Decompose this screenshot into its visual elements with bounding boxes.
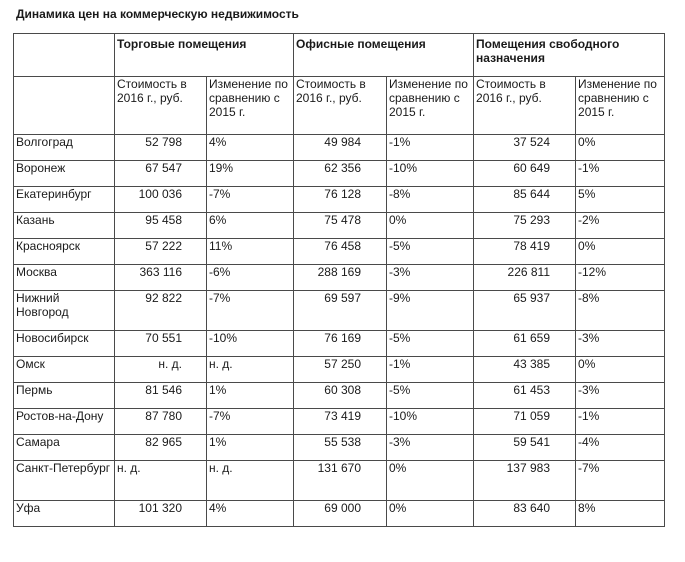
retail-change-cell: 11% [207, 239, 294, 265]
retail-cost-cell: 100 036 [115, 187, 207, 213]
retail-change-cell: 1% [207, 383, 294, 409]
retail-change-cell: 19% [207, 161, 294, 187]
table-row [14, 331, 665, 357]
city-cell: Москва [14, 265, 115, 291]
sub-header-empty [14, 77, 115, 135]
retail-change-cell: 1% [207, 435, 294, 461]
group-header-office: Офисные помещения [294, 34, 474, 77]
retail-change-cell: -7% [207, 409, 294, 435]
sub-header-free-cost: Стоимость в 2016 г., руб. [474, 77, 576, 135]
free-cost-cell: 83 640 [474, 501, 576, 527]
office-change-cell: -8% [387, 187, 474, 213]
free-change-cell: -7% [576, 461, 665, 501]
retail-change-cell: 4% [207, 501, 294, 527]
retail-cost-cell: 81 546 [115, 383, 207, 409]
group-header-free: Помещения свободного назначения [474, 34, 665, 77]
office-cost-cell: 76 128 [294, 187, 387, 213]
table-row [14, 409, 665, 435]
office-cost-cell: 62 356 [294, 161, 387, 187]
retail-change-cell: -6% [207, 265, 294, 291]
sub-header-retail-cost: Стоимость в 2016 г., руб. [115, 77, 207, 135]
retail-change-cell: -7% [207, 291, 294, 331]
free-cost-cell: 78 419 [474, 239, 576, 265]
city-cell: Новосибирск [14, 331, 115, 357]
city-cell: Красноярск [14, 239, 115, 265]
office-change-cell: -9% [387, 291, 474, 331]
retail-change-cell: -10% [207, 331, 294, 357]
table-row [14, 383, 665, 409]
office-cost-cell: 76 458 [294, 239, 387, 265]
free-cost-cell: 85 644 [474, 187, 576, 213]
free-change-cell: -2% [576, 213, 665, 239]
office-cost-cell: 60 308 [294, 383, 387, 409]
free-cost-cell: 59 541 [474, 435, 576, 461]
office-change-cell: -5% [387, 239, 474, 265]
table-row [14, 357, 665, 383]
office-cost-cell: 288 169 [294, 265, 387, 291]
free-cost-cell: 75 293 [474, 213, 576, 239]
retail-change-cell: -7% [207, 187, 294, 213]
free-change-cell: 0% [576, 135, 665, 161]
table-row [14, 291, 665, 331]
retail-change-cell: н. д. [207, 357, 294, 383]
corner-cell [14, 34, 115, 77]
free-cost-cell: 43 385 [474, 357, 576, 383]
retail-cost-cell: 82 965 [115, 435, 207, 461]
free-change-cell: 0% [576, 239, 665, 265]
free-cost-cell: 37 524 [474, 135, 576, 161]
free-cost-cell: 61 453 [474, 383, 576, 409]
retail-cost-cell: 70 551 [115, 331, 207, 357]
group-header-retail: Торговые помещения [115, 34, 294, 77]
free-cost-cell: 226 811 [474, 265, 576, 291]
table-row [14, 461, 665, 501]
office-cost-cell: 57 250 [294, 357, 387, 383]
table-row [14, 213, 665, 239]
office-change-cell: -10% [387, 409, 474, 435]
price-table [13, 33, 665, 527]
table-row [14, 239, 665, 265]
sub-header-office-change: Изменение по сравнению с 2015 г. [387, 77, 474, 135]
office-change-cell: 0% [387, 213, 474, 239]
sub-header-row [14, 77, 665, 135]
table-row [14, 135, 665, 161]
free-change-cell: -12% [576, 265, 665, 291]
free-cost-cell: 65 937 [474, 291, 576, 331]
retail-cost-cell: 52 798 [115, 135, 207, 161]
free-cost-cell: 60 649 [474, 161, 576, 187]
city-cell: Омск [14, 357, 115, 383]
office-change-cell: -1% [387, 357, 474, 383]
table-row [14, 501, 665, 527]
retail-cost-cell: 363 116 [115, 265, 207, 291]
office-cost-cell: 73 419 [294, 409, 387, 435]
retail-cost-cell: н. д. [115, 461, 207, 501]
office-change-cell: -10% [387, 161, 474, 187]
table-row [14, 435, 665, 461]
table-row [14, 161, 665, 187]
table-row [14, 187, 665, 213]
free-change-cell: -1% [576, 409, 665, 435]
sub-header-retail-change: Изменение по сравнению с 2015 г. [207, 77, 294, 135]
free-change-cell: -8% [576, 291, 665, 331]
retail-cost-cell: 87 780 [115, 409, 207, 435]
office-cost-cell: 49 984 [294, 135, 387, 161]
office-change-cell: 0% [387, 501, 474, 527]
free-change-cell: 8% [576, 501, 665, 527]
group-header-row [14, 34, 665, 77]
retail-cost-cell: н. д. [115, 357, 207, 383]
city-cell: Казань [14, 213, 115, 239]
office-change-cell: -3% [387, 265, 474, 291]
office-change-cell: -3% [387, 435, 474, 461]
city-cell: Санкт-Петербург [14, 461, 115, 501]
retail-cost-cell: 101 320 [115, 501, 207, 527]
office-cost-cell: 75 478 [294, 213, 387, 239]
free-change-cell: -3% [576, 331, 665, 357]
office-change-cell: -5% [387, 383, 474, 409]
retail-cost-cell: 95 458 [115, 213, 207, 239]
free-change-cell: -1% [576, 161, 665, 187]
city-cell: Воронеж [14, 161, 115, 187]
table-row [14, 265, 665, 291]
page-title: Динамика цен на коммерческую недвижимость [16, 7, 299, 21]
city-cell: Самара [14, 435, 115, 461]
retail-cost-cell: 92 822 [115, 291, 207, 331]
city-cell: Нижний Новгород [14, 291, 115, 331]
office-change-cell: -5% [387, 331, 474, 357]
office-cost-cell: 69 000 [294, 501, 387, 527]
city-cell: Екатеринбург [14, 187, 115, 213]
free-change-cell: 5% [576, 187, 665, 213]
table-body [14, 135, 665, 527]
office-cost-cell: 76 169 [294, 331, 387, 357]
free-cost-cell: 61 659 [474, 331, 576, 357]
office-change-cell: 0% [387, 461, 474, 501]
office-cost-cell: 131 670 [294, 461, 387, 501]
office-cost-cell: 55 538 [294, 435, 387, 461]
sub-header-office-cost: Стоимость в 2016 г., руб. [294, 77, 387, 135]
city-cell: Ростов-на-Дону [14, 409, 115, 435]
retail-cost-cell: 67 547 [115, 161, 207, 187]
city-cell: Волгоград [14, 135, 115, 161]
city-cell: Пермь [14, 383, 115, 409]
free-cost-cell: 71 059 [474, 409, 576, 435]
retail-change-cell: 4% [207, 135, 294, 161]
sub-header-free-change: Изменение по сравнению с 2015 г. [576, 77, 665, 135]
office-change-cell: -1% [387, 135, 474, 161]
retail-change-cell: н. д. [207, 461, 294, 501]
retail-change-cell: 6% [207, 213, 294, 239]
free-cost-cell: 137 983 [474, 461, 576, 501]
free-change-cell: 0% [576, 357, 665, 383]
free-change-cell: -4% [576, 435, 665, 461]
office-cost-cell: 69 597 [294, 291, 387, 331]
retail-cost-cell: 57 222 [115, 239, 207, 265]
free-change-cell: -3% [576, 383, 665, 409]
city-cell: Уфа [14, 501, 115, 527]
